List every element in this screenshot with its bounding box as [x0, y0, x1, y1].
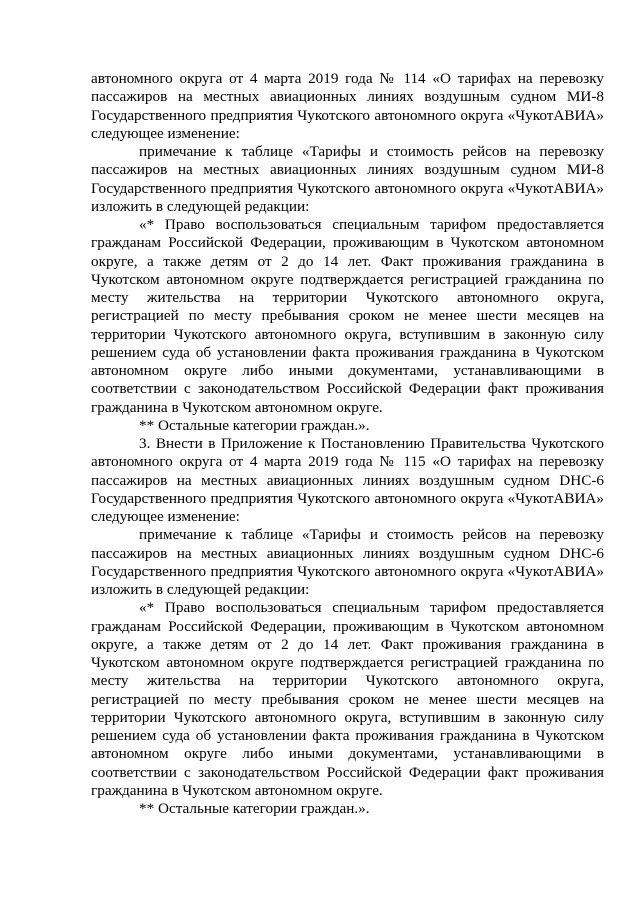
paragraph-115-special-tariff: «* Право воспользоваться специальным тарифом предоставляется гражданам Российской Федерации, проживающим в Чукотском автономном округе, а также детям от 2 до 14 лет. Факт проживания гражданина в Чукотском автономном округе подтверждается регистрацией гражданина по месту жительства на территории Чукотского автономного округа, регистрацией по месту пребывания сроком не менее шести месяцев на территории Чукотского автономного округа, вступившим в законную силу решением суда об установлении факта проживания гражданина в Чукотском автономном округе либо иными документами, устанавливающими в соответствии с законодательством Российской Федерации факт проживания гражданина в Чукотском автономном округе. — [91, 599, 604, 799]
paragraph-115-note-instruction: примечание к таблице «Тарифы и стоимость рейсов на перевозку пассажиров на местных авиационных линиях воздушным судном DHC-6 Государственного предприятия Чукотского автономного округа «ЧукотАВИА» изложить в следующей редакции: — [91, 526, 604, 598]
paragraph-114-special-tariff: «* Право воспользоваться специальным тарифом предоставляется гражданам Российской Федерации, проживающим в Чукотском автономном округе, а также детям от 2 до 14 лет. Факт проживания гражданина в Чукотском автономном округе подтверждается регистрацией гражданина по месту жительства на территории Чукотского автономного округа, регистрацией по месту пребывания сроком не менее шести месяцев на территории Чукотского автономного округа, вступившим в законную силу решением суда об установлении факта проживания гражданина в Чукотском автономном округе либо иными документами, устанавливающими в соответствии с законодательством Российской Федерации факт проживания гражданина в Чукотском автономном округе. — [91, 216, 604, 416]
paragraph-114-note-instruction: примечание к таблице «Тарифы и стоимость рейсов на перевозку пассажиров на местных авиационных линиях воздушным судном МИ-8 Государственного предприятия Чукотского автономного округа «ЧукотАВИА» изложить в следующей редакции: — [91, 143, 604, 215]
paragraph-115-other-categories: ** Остальные категории граждан.». — [139, 800, 370, 817]
paragraph-114-other-categories: ** Остальные категории граждан.». — [139, 416, 370, 434]
paragraph-item-3: 3. Внести в Приложение к Постановлению Правительства Чукотского автономного округа от 4 марта 2019 года № 115 «О тарифах на перевозку пассажиров на местных авиационных линиях воздушным судном DHC-6 Государственного предприятия Чукотского автономного округа «ЧукотАВИА» следующее изменение: — [91, 435, 604, 525]
document-body — [91, 70, 604, 818]
paragraph-114-intro: автономного округа от 4 марта 2019 года № 114 «О тарифах на перевозку пассажиров на местных авиационных линиях воздушным судном МИ-8 Государственного предприятия Чукотского автономного округа «ЧукотАВИА» следующее изменение: — [91, 70, 604, 142]
